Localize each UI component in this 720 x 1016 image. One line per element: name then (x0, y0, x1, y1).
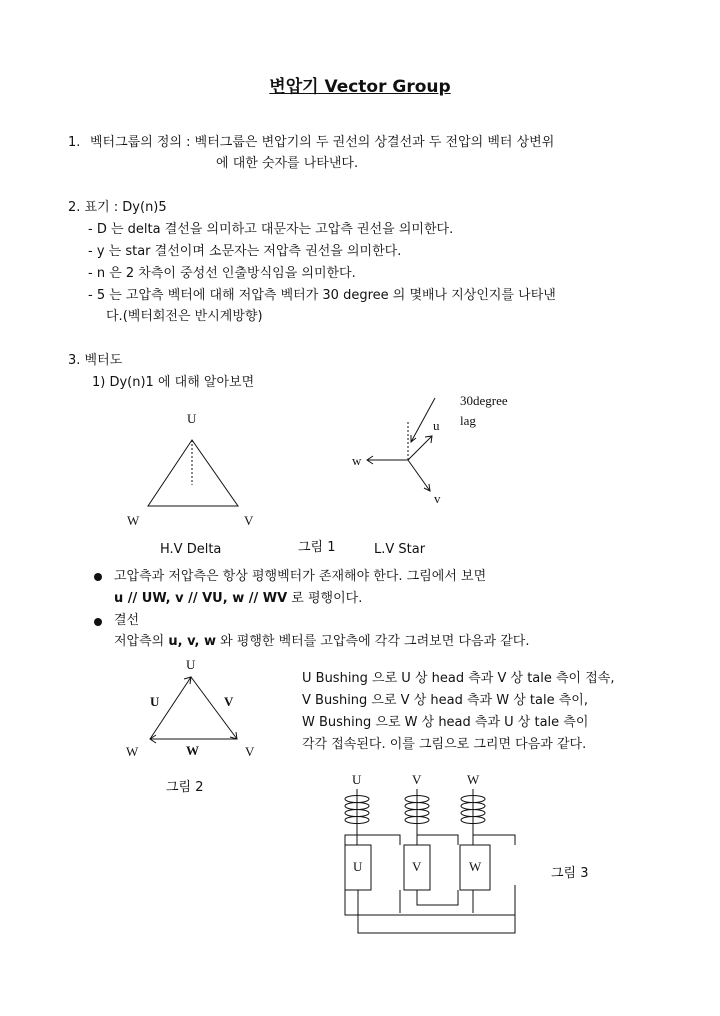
section2-item-5: - 5 는 고압측 벡터에 대해 저압측 벡터가 30 degree 의 몇배나 지상인지를 나타낸 (88, 288, 556, 303)
bullet1-parallel-pairs: u // UW, v // VU, w // WV (114, 591, 288, 606)
fig3-tail-wiring (358, 890, 515, 933)
fig1-delta-label-left: W (127, 513, 140, 528)
section1-line1: 벡터그룹의 정의 : 벡터그룹은 변압기의 두 권선의 상결선과 두 전압의 벡터 상변위 (90, 135, 555, 150)
bullet1-line2-rest: 로 평행이다. (287, 591, 363, 606)
fig1-star-label-v: v (434, 491, 441, 506)
page-title: 변압기 Vector Group (269, 77, 451, 97)
section2-item-y: - y 는 star 결선이며 소문자는 저압측 권선을 의미한다. (88, 244, 402, 259)
fig1-angle-pointer (411, 398, 435, 442)
bullet2-line (114, 633, 529, 651)
bullet2-line-post: 와 평행한 벡터를 고압측에 각각 그려보면 다음과 같다. (215, 634, 530, 649)
fig1-angle-label-lag: lag (460, 413, 476, 428)
fig1-delta-triangle (148, 440, 238, 506)
fig2-vertex-top: U (186, 657, 196, 672)
connection-line-1: U Bushing 으로 U 상 head 측과 V 상 tale 측이 접속, (302, 671, 615, 686)
fig2-caption: 그림 2 (166, 780, 204, 795)
connection-line-4: 각각 접속된다. 이를 그림으로 그리면 다음과 같다. (302, 737, 587, 752)
fig2-vertex-right: V (245, 744, 255, 759)
fig3-winding-label-v: V (412, 859, 422, 874)
fig3-wiring-diagram (330, 765, 550, 940)
fig1-angle-label: 30degree (460, 393, 508, 408)
section1-line2: 에 대한 숫자를 나타낸다. (216, 156, 359, 171)
fig1-delta-label-right: V (244, 513, 254, 528)
bullet2-line-pre: 저압측의 (114, 634, 169, 649)
section2-item-5-cont: 다.(벡터회전은 반시계방향) (106, 309, 263, 324)
fig3-bushing-label-v: V (412, 772, 422, 787)
section2-item-d: - D 는 delta 결선을 의미하고 대문자는 고압측 권선을 의미한다. (88, 222, 454, 237)
fig1-star-diagram (345, 390, 545, 510)
fig1-star-vector-v (408, 460, 430, 491)
fig1-caption-lv: L.V Star (374, 542, 426, 557)
fig2-delta-diagram (120, 655, 270, 765)
fig2-vertex-left: W (126, 744, 139, 759)
bullet1-line1: 고압측과 저압측은 항상 평행벡터가 존재해야 한다. 그림에서 보면 (114, 569, 487, 584)
section1-number: 1. (68, 135, 81, 150)
fig1-delta-diagram (120, 405, 270, 535)
section2-item-n: - n 은 2 차측이 중성선 인출방식임을 의미한다. (88, 266, 356, 281)
connection-line-3: W Bushing 으로 W 상 head 측과 U 상 tale 측이 (302, 715, 589, 730)
fig1-caption-hv: H.V Delta (160, 542, 222, 557)
bullet2-line-bold: u, v, w (168, 634, 216, 649)
fig3-winding-label-u: U (353, 859, 363, 874)
connection-line-2: V Bushing 으로 V 상 head 측과 W 상 tale 측이, (302, 693, 588, 708)
fig1-caption: 그림 1 (298, 540, 336, 555)
fig3-bushing-label-u: U (352, 772, 362, 787)
bullet-marker (94, 573, 102, 581)
fig1-delta-label-top: U (187, 411, 197, 426)
fig1-star-label-u: u (433, 418, 440, 433)
bullet-marker (94, 618, 102, 626)
section2-heading: 2. 표기 : Dy(n)5 (68, 200, 167, 215)
section3-heading: 3. 벡터도 (68, 353, 123, 368)
bullet1-line2 (114, 590, 362, 608)
fig3-caption: 그림 3 (551, 866, 589, 881)
fig1-star-label-w: w (352, 453, 362, 468)
section3-subheading: 1) Dy(n)1 에 대해 알아보면 (92, 375, 255, 390)
fig2-side-label-left: U (150, 694, 160, 709)
fig2-side-label-right: V (224, 694, 234, 709)
fig1-star-vector-u (408, 436, 432, 460)
fig3-winding-label-w: W (469, 859, 482, 874)
fig1-angle-pointer-arrowhead (411, 435, 416, 442)
fig2-side-label-bottom: W (186, 743, 199, 758)
bullet2-heading: 결선 (114, 613, 140, 628)
fig3-bushing-label-w: W (467, 772, 480, 787)
